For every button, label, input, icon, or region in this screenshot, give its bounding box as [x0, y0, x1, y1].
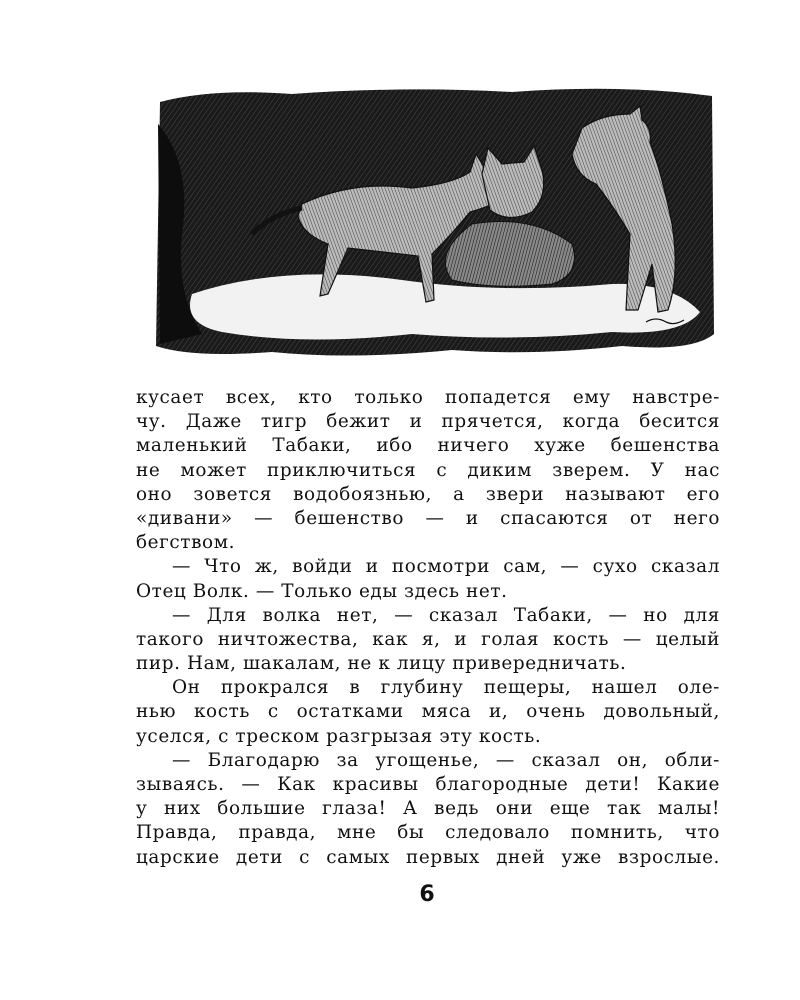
text-line: — Благодарю за угощенье, — сказал он, обли-	[172, 749, 720, 771]
text-line: не может приключиться с диким зверем. У нас	[136, 459, 720, 481]
text-line: царские дети с самых первых дней уже взрослые.	[136, 846, 720, 868]
text-line: Правда, правда, мне бы следовало помнить, что	[136, 822, 720, 844]
text-line: Он прокрался в глубину пещеры, нашел оле-	[172, 677, 720, 699]
text-line: Отец Волк. — Только еды здесь нет.	[136, 580, 508, 602]
text-line: кусает всех, кто только попадется ему навстре-	[136, 387, 720, 408]
text-line: уселся, с треском разгрызая эту кость.	[136, 725, 542, 747]
text-line: такого ничтожества, как я, и голая кость — целый	[136, 628, 720, 650]
text-line: чу. Даже тигр бежит и прячется, когда бесится	[136, 411, 720, 433]
text-line: бегством.	[136, 532, 236, 554]
text-line: «дивани» — бешенство — и спасаются от него	[136, 507, 720, 529]
text-line: — Для волка нет, — сказал Табаки, — но для	[172, 604, 720, 626]
text-line: оно зовется водобоязнью, а звери называют его	[136, 483, 720, 505]
text-line: нью кость с остатками мяса и, очень довольный,	[136, 701, 720, 723]
text-line: маленький Табаки, ибо ничего хуже бешенства	[136, 435, 720, 457]
text-line: у них большие глаза! А ведь они еще так малы!	[136, 798, 720, 820]
story-text	[136, 386, 720, 870]
wolves-in-cave-illustration	[152, 84, 718, 360]
text-line: пир. Нам, шакалам, не к лицу привередничать.	[136, 653, 627, 675]
page-number: 6	[419, 882, 435, 907]
text-line: зываясь. — Как красивы благородные дети! Какие	[136, 774, 720, 795]
text-line: — Что ж, войди и посмотри сам, — сухо сказал	[172, 556, 720, 578]
